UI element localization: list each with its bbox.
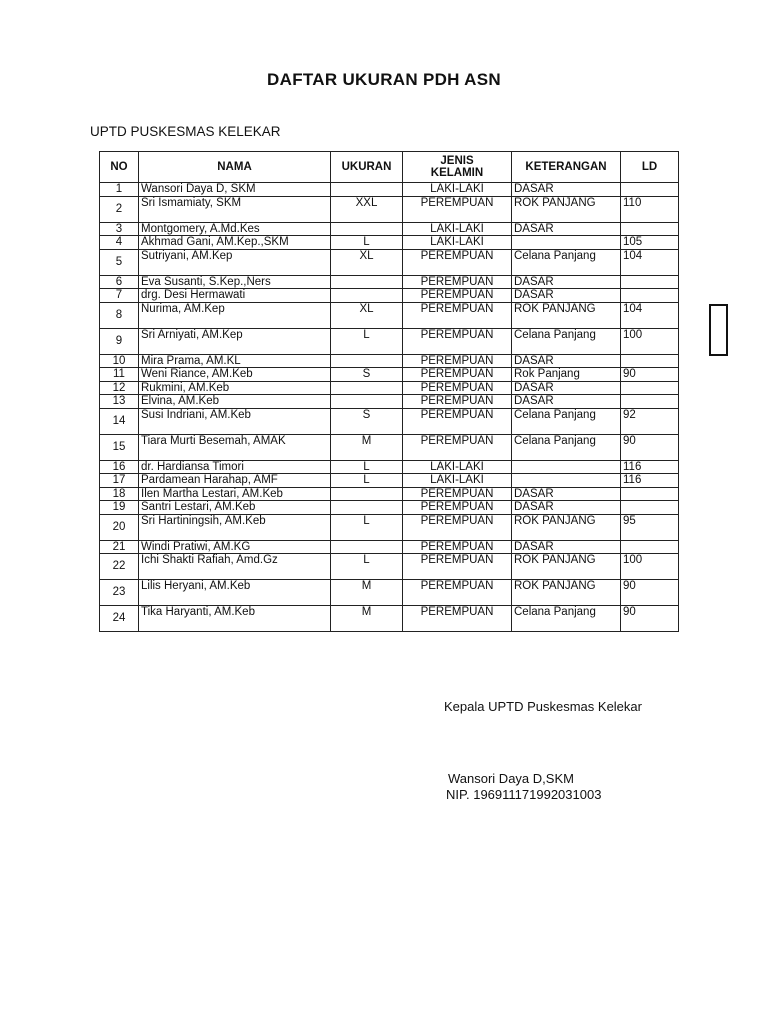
cell-no: 22 xyxy=(100,554,139,580)
cell-ld xyxy=(621,487,679,501)
table-row xyxy=(100,236,679,250)
cell-ld: 90 xyxy=(621,580,679,606)
asn-size-table xyxy=(99,151,679,632)
cell-keterangan: ROK PANJANG xyxy=(512,554,621,580)
cell-no: 14 xyxy=(100,408,139,434)
cell-nama: Mira Prama, AM.KL xyxy=(139,354,331,368)
cell-ld xyxy=(621,540,679,554)
header-no: NO xyxy=(100,152,139,183)
header-ld: LD xyxy=(621,152,679,183)
cell-ukuran: XL xyxy=(331,302,403,328)
cell-ld xyxy=(621,395,679,409)
cell-jenis-kelamin: LAKI-LAKI xyxy=(403,183,512,197)
cell-jenis-kelamin: LAKI-LAKI xyxy=(403,236,512,250)
cell-keterangan: DASAR xyxy=(512,275,621,289)
cell-ld xyxy=(621,501,679,515)
cell-ld: 100 xyxy=(621,554,679,580)
cell-ukuran: XL xyxy=(331,249,403,275)
cell-keterangan: Celana Panjang xyxy=(512,606,621,632)
cell-no: 8 xyxy=(100,302,139,328)
cell-keterangan: ROK PANJANG xyxy=(512,580,621,606)
table-row xyxy=(100,249,679,275)
table-row xyxy=(100,222,679,236)
table-header-row xyxy=(100,152,679,183)
cell-nama: Eva Susanti, S.Kep.,Ners xyxy=(139,275,331,289)
cell-ukuran xyxy=(331,395,403,409)
table-row xyxy=(100,554,679,580)
cell-ld xyxy=(621,275,679,289)
table-row xyxy=(100,501,679,515)
table-row xyxy=(100,487,679,501)
cell-ukuran: L xyxy=(331,460,403,474)
cell-keterangan: ROK PANJANG xyxy=(512,514,621,540)
cell-no: 5 xyxy=(100,249,139,275)
cell-nama: Sutriyani, AM.Kep xyxy=(139,249,331,275)
cell-no: 2 xyxy=(100,196,139,222)
signature-title: Kepala UPTD Puskesmas Kelekar xyxy=(444,699,642,714)
cell-ld: 110 xyxy=(621,196,679,222)
document-title: DAFTAR UKURAN PDH ASN xyxy=(267,70,501,89)
cell-nama: Ichi Shakti Rafiah, Amd.Gz xyxy=(139,554,331,580)
cell-ld: 100 xyxy=(621,328,679,354)
cell-keterangan: DASAR xyxy=(512,381,621,395)
cell-no: 6 xyxy=(100,275,139,289)
cell-nama: Elvina, AM.Keb xyxy=(139,395,331,409)
cell-ukuran xyxy=(331,354,403,368)
cell-ukuran xyxy=(331,222,403,236)
cell-no: 18 xyxy=(100,487,139,501)
cell-ld: 90 xyxy=(621,368,679,382)
cell-ukuran: L xyxy=(331,474,403,488)
cell-nama: Wansori Daya D, SKM xyxy=(139,183,331,197)
header-ukuran: UKURAN xyxy=(331,152,403,183)
cell-no: 13 xyxy=(100,395,139,409)
cell-keterangan: Celana Panjang xyxy=(512,328,621,354)
cell-ukuran xyxy=(331,381,403,395)
cell-no: 3 xyxy=(100,222,139,236)
cell-nama: Susi Indriani, AM.Keb xyxy=(139,408,331,434)
cell-ld xyxy=(621,354,679,368)
table-row xyxy=(100,275,679,289)
cell-ukuran xyxy=(331,183,403,197)
cell-nama: dr. Hardiansa Timori xyxy=(139,460,331,474)
table-row xyxy=(100,289,679,303)
cell-nama: drg. Desi Hermawati xyxy=(139,289,331,303)
cell-keterangan: Celana Panjang xyxy=(512,434,621,460)
table-row xyxy=(100,460,679,474)
cell-jenis-kelamin: PEREMPUAN xyxy=(403,196,512,222)
cell-keterangan xyxy=(512,236,621,250)
table-body xyxy=(100,183,679,632)
header-jenis-kelamin: JENIS KELAMIN xyxy=(403,152,512,183)
cell-keterangan: DASAR xyxy=(512,487,621,501)
cell-ukuran: S xyxy=(331,408,403,434)
cell-jenis-kelamin: PEREMPUAN xyxy=(403,395,512,409)
cell-ld: 95 xyxy=(621,514,679,540)
cell-no: 11 xyxy=(100,368,139,382)
cell-nama: Akhmad Gani, AM.Kep.,SKM xyxy=(139,236,331,250)
header-nama: NAMA xyxy=(139,152,331,183)
cell-nama: Pardamean Harahap, AMF xyxy=(139,474,331,488)
cell-nama: Lilis Heryani, AM.Keb xyxy=(139,580,331,606)
cell-nama: Sri Arniyati, AM.Kep xyxy=(139,328,331,354)
cell-keterangan: DASAR xyxy=(512,183,621,197)
cell-keterangan: DASAR xyxy=(512,395,621,409)
cell-keterangan: Rok Panjang xyxy=(512,368,621,382)
cell-jenis-kelamin: PEREMPUAN xyxy=(403,487,512,501)
cell-ukuran: L xyxy=(331,514,403,540)
cell-jenis-kelamin: PEREMPUAN xyxy=(403,554,512,580)
table-row xyxy=(100,196,679,222)
cell-jenis-kelamin: PEREMPUAN xyxy=(403,289,512,303)
cell-ld: 116 xyxy=(621,460,679,474)
table-row xyxy=(100,183,679,197)
cell-jenis-kelamin: PEREMPUAN xyxy=(403,514,512,540)
table-row xyxy=(100,395,679,409)
cell-ukuran: L xyxy=(331,554,403,580)
cell-jenis-kelamin: LAKI-LAKI xyxy=(403,474,512,488)
table-row xyxy=(100,580,679,606)
cell-no: 17 xyxy=(100,474,139,488)
cell-no: 9 xyxy=(100,328,139,354)
cell-ld xyxy=(621,289,679,303)
cell-nama: Sri Hartiningsih, AM.Keb xyxy=(139,514,331,540)
cell-ukuran xyxy=(331,289,403,303)
cell-jenis-kelamin: PEREMPUAN xyxy=(403,540,512,554)
cell-ukuran: L xyxy=(331,236,403,250)
table-row xyxy=(100,514,679,540)
cell-ld: 104 xyxy=(621,302,679,328)
cell-keterangan: DASAR xyxy=(512,540,621,554)
cell-jenis-kelamin: PEREMPUAN xyxy=(403,249,512,275)
cell-keterangan xyxy=(512,474,621,488)
cell-nama: Sri Ismamiaty, SKM xyxy=(139,196,331,222)
cell-ukuran: M xyxy=(331,434,403,460)
cell-jenis-kelamin: PEREMPUAN xyxy=(403,434,512,460)
cell-no: 12 xyxy=(100,381,139,395)
cell-keterangan: DASAR xyxy=(512,289,621,303)
cell-jenis-kelamin: PEREMPUAN xyxy=(403,368,512,382)
table-row xyxy=(100,408,679,434)
cell-ukuran: L xyxy=(331,328,403,354)
table-row xyxy=(100,368,679,382)
document-subtitle: UPTD PUSKESMAS KELEKAR xyxy=(90,124,281,139)
table-row xyxy=(100,606,679,632)
cell-keterangan: DASAR xyxy=(512,501,621,515)
cell-nama: Weni Riance, AM.Keb xyxy=(139,368,331,382)
table-row xyxy=(100,328,679,354)
cell-nama: Windi Pratiwi, AM.KG xyxy=(139,540,331,554)
cell-nama: Santri Lestari, AM.Keb xyxy=(139,501,331,515)
cell-ld xyxy=(621,222,679,236)
cell-jenis-kelamin: LAKI-LAKI xyxy=(403,222,512,236)
cell-keterangan: ROK PANJANG xyxy=(512,196,621,222)
cell-keterangan: ROK PANJANG xyxy=(512,302,621,328)
table-row xyxy=(100,540,679,554)
cell-keterangan: Celana Panjang xyxy=(512,249,621,275)
cell-ukuran xyxy=(331,487,403,501)
cell-ld: 116 xyxy=(621,474,679,488)
cell-keterangan: DASAR xyxy=(512,222,621,236)
cell-ld: 105 xyxy=(621,236,679,250)
cell-no: 16 xyxy=(100,460,139,474)
cell-ld: 104 xyxy=(621,249,679,275)
cell-ld: 90 xyxy=(621,606,679,632)
cell-nama: Montgomery, A.Md.Kes xyxy=(139,222,331,236)
cell-nama: Ilen Martha Lestari, AM.Keb xyxy=(139,487,331,501)
table-row xyxy=(100,302,679,328)
cell-jenis-kelamin: PEREMPUAN xyxy=(403,275,512,289)
cell-ld xyxy=(621,381,679,395)
cell-no: 7 xyxy=(100,289,139,303)
cell-ukuran: M xyxy=(331,580,403,606)
header-keterangan: KETERANGAN xyxy=(512,152,621,183)
table-row xyxy=(100,381,679,395)
cell-ukuran: S xyxy=(331,368,403,382)
cell-keterangan: Celana Panjang xyxy=(512,408,621,434)
cell-nama: Nurima, AM.Kep xyxy=(139,302,331,328)
cell-jenis-kelamin: PEREMPUAN xyxy=(403,580,512,606)
table-row xyxy=(100,434,679,460)
cell-keterangan xyxy=(512,460,621,474)
table-row xyxy=(100,354,679,368)
cell-jenis-kelamin: PEREMPUAN xyxy=(403,328,512,354)
side-bookmark-tab[interactable] xyxy=(709,304,728,356)
cell-ld: 90 xyxy=(621,434,679,460)
cell-jenis-kelamin: PEREMPUAN xyxy=(403,606,512,632)
cell-ukuran xyxy=(331,501,403,515)
cell-jenis-kelamin: PEREMPUAN xyxy=(403,354,512,368)
cell-no: 21 xyxy=(100,540,139,554)
cell-jenis-kelamin: PEREMPUAN xyxy=(403,408,512,434)
signature-nip: NIP. 196911171992031003 xyxy=(446,787,602,802)
table-row xyxy=(100,474,679,488)
cell-ukuran xyxy=(331,540,403,554)
cell-jenis-kelamin: PEREMPUAN xyxy=(403,501,512,515)
cell-ld: 92 xyxy=(621,408,679,434)
cell-ukuran: XXL xyxy=(331,196,403,222)
cell-jenis-kelamin: PEREMPUAN xyxy=(403,381,512,395)
cell-no: 15 xyxy=(100,434,139,460)
cell-keterangan: DASAR xyxy=(512,354,621,368)
signature-name: Wansori Daya D,SKM xyxy=(448,771,574,786)
cell-jenis-kelamin: LAKI-LAKI xyxy=(403,460,512,474)
cell-no: 1 xyxy=(100,183,139,197)
cell-no: 19 xyxy=(100,501,139,515)
cell-no: 24 xyxy=(100,606,139,632)
cell-no: 20 xyxy=(100,514,139,540)
cell-nama: Rukmini, AM.Keb xyxy=(139,381,331,395)
cell-ukuran: M xyxy=(331,606,403,632)
cell-nama: Tika Haryanti, AM.Keb xyxy=(139,606,331,632)
cell-no: 23 xyxy=(100,580,139,606)
cell-ukuran xyxy=(331,275,403,289)
cell-nama: Tiara Murti Besemah, AMAK xyxy=(139,434,331,460)
cell-jenis-kelamin: PEREMPUAN xyxy=(403,302,512,328)
cell-no: 10 xyxy=(100,354,139,368)
cell-no: 4 xyxy=(100,236,139,250)
cell-ld xyxy=(621,183,679,197)
